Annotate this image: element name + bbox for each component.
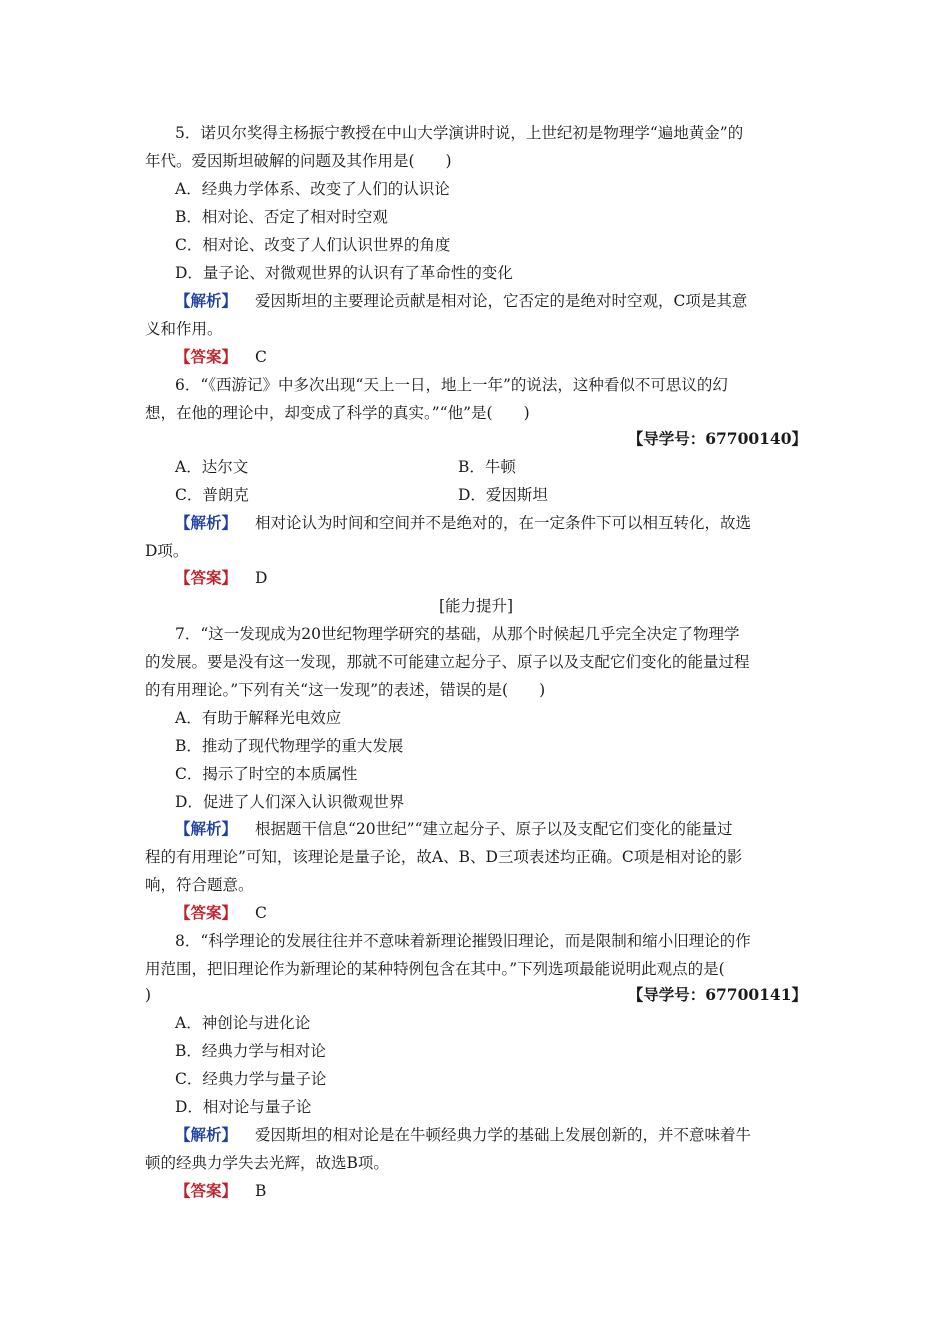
analysis-label: 【解析】 <box>175 819 238 838</box>
q7-answer <box>175 899 807 927</box>
q8-answer-value: B <box>255 1182 267 1200</box>
q6-stem-line2: 想，在他的理论中，却变成了科学的真实。”“他”是( ) <box>145 404 530 422</box>
q6-guide-number: 【导学号：67700140】 <box>627 429 807 448</box>
section-heading: [能力提升] <box>438 597 514 615</box>
q7-analysis-text: 根据题干信息“20世纪”“建立起分子、原子以及支配它们变化的能量过 <box>255 820 733 838</box>
q5-analysis-text: 爱因斯坦的主要理论贡献是相对论，它否定的是绝对时空观，C项是其意 <box>255 292 748 310</box>
q7-stem-line2: 的发展。要是没有这一发现，那就不可能建立起分子、原子以及支配它们变化的能量过程 <box>145 653 750 671</box>
q8-option-c: C．经典力学与量子论 <box>175 1070 327 1088</box>
q5-option-a: A．经典力学体系、改变了人们的认识论 <box>175 180 450 198</box>
q7-answer-value: C <box>255 904 267 922</box>
q8-stem-line3: ) <box>145 986 152 1004</box>
answer-label: 【答案】 <box>175 568 238 587</box>
q6-option-d: D．爱因斯坦 <box>458 486 548 504</box>
q6-answer-value: D <box>255 569 268 587</box>
q7-stem-line1: 7．“这一发现成为20世纪物理学研究的基础，从那个时候起几乎完全决定了物理学 <box>175 625 740 643</box>
q7-analysis-line3: 响，符合题意。 <box>145 876 254 894</box>
q7-option-b: B．推动了现代物理学的重大发展 <box>175 737 404 755</box>
q5-analysis-line1 <box>175 287 807 315</box>
q7-option-a: A．有助于解释光电效应 <box>175 709 342 727</box>
q5-stem-line1: 5．诺贝尔奖得主杨振宁教授在中山大学演讲时说，上世纪初是物理学“遍地黄金”的 <box>175 124 744 142</box>
q8-option-d: D．相对论与量子论 <box>175 1098 312 1116</box>
q7-analysis-line1 <box>175 815 807 843</box>
analysis-label: 【解析】 <box>175 513 238 532</box>
q6-stem-line1: 6．“《西游记》中多次出现“天上一日，地上一年”的说法，这种看似不可思议的幻 <box>175 376 728 394</box>
answer-label: 【答案】 <box>175 347 238 366</box>
q5-option-b: B．相对论、否定了相对时空观 <box>175 208 388 226</box>
q6-analysis-line2: D项。 <box>145 542 189 560</box>
analysis-label: 【解析】 <box>175 1125 238 1144</box>
answer-label: 【答案】 <box>175 903 238 922</box>
q8-analysis-text: 爱因斯坦的相对论是在牛顿经典力学的基础上发展创新的，并不意味着牛 <box>255 1126 752 1144</box>
q8-guide-number: 【导学号：67700141】 <box>627 985 807 1004</box>
q5-stem-line2: 年代。爱因斯坦破解的问题及其作用是( ) <box>145 152 452 170</box>
q7-analysis-line2: 程的有用理论”可知，该理论是量子论，故A、B、D三项表述均正确。C项是相对论的影 <box>145 848 743 866</box>
q7-stem-line3: 的有用理论。”下列有关“这一发现”的表述，错误的是( ) <box>145 681 546 699</box>
analysis-label: 【解析】 <box>175 291 238 310</box>
q5-answer-value: C <box>255 348 267 366</box>
q5-option-d: D．量子论、对微观世界的认识有了革命性的变化 <box>175 264 513 282</box>
q8-option-a: A．神创论与进化论 <box>175 1014 311 1032</box>
q6-option-c: C．普朗克 <box>175 486 249 504</box>
q6-option-a: A．达尔文 <box>175 458 249 476</box>
q8-analysis-line1 <box>175 1121 807 1149</box>
q6-analysis-text: 相对论认为时间和空间并不是绝对的，在一定条件下可以相互转化，故选 <box>255 514 752 532</box>
q6-option-b: B．牛顿 <box>458 458 516 476</box>
q6-analysis-line1 <box>175 509 807 537</box>
q5-analysis-line2: 义和作用。 <box>145 320 223 338</box>
q8-stem-line1: 8．“科学理论的发展往往并不意味着新理论摧毁旧理论，而是限制和缩小旧理论的作 <box>175 932 751 950</box>
q7-option-c: C．揭示了时空的本质属性 <box>175 765 358 783</box>
q8-analysis-line2: 顿的经典力学失去光辉，故选B项。 <box>145 1154 389 1172</box>
q8-answer <box>175 1177 807 1205</box>
q7-option-d: D．促进了人们深入认识微观世界 <box>175 793 405 811</box>
answer-label: 【答案】 <box>175 1181 238 1200</box>
q8-option-b: B．经典力学与相对论 <box>175 1042 326 1060</box>
q6-answer <box>175 564 807 592</box>
q5-answer <box>175 343 807 371</box>
q5-option-c: C．相对论、改变了人们认识世界的角度 <box>175 236 451 254</box>
q8-stem-line2: 用范围，把旧理论作为新理论的某种特例包含在其中。”下列选项最能说明此观点的是( <box>145 960 725 978</box>
